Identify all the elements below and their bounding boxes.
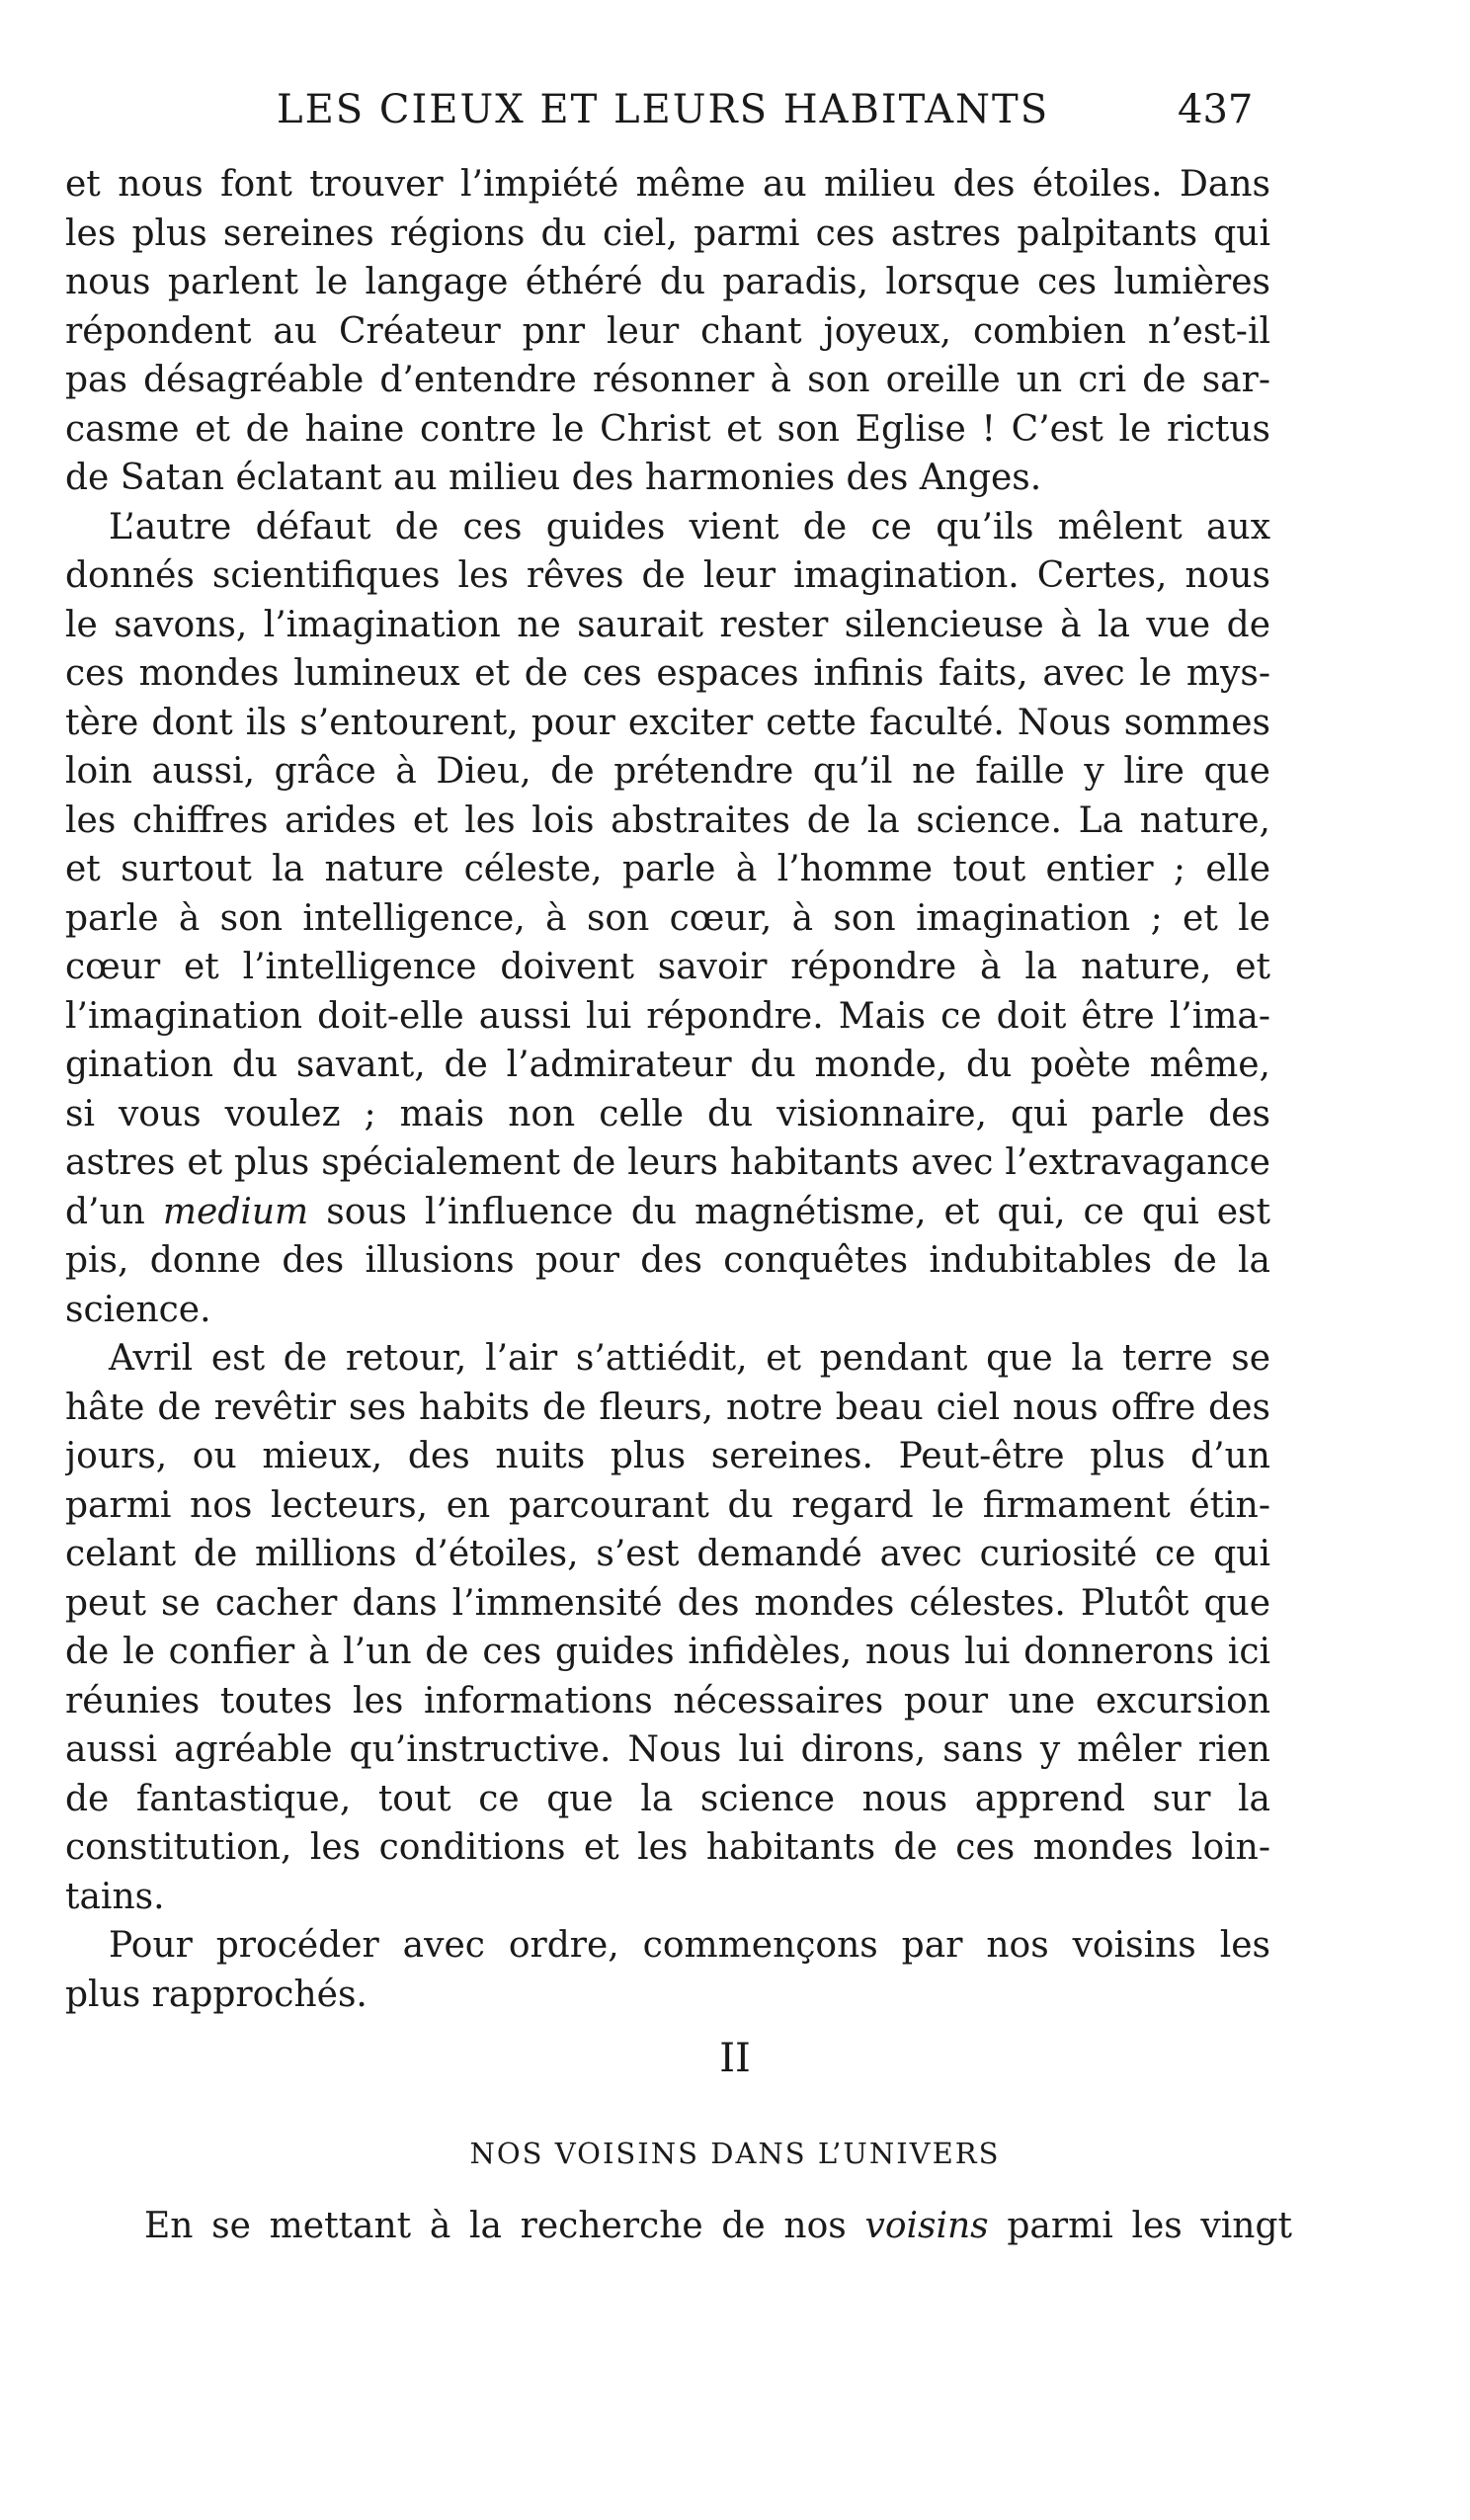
running-title: LES CIEUX ET LEURS HABITANTS	[277, 87, 1050, 132]
section-title: NOS VOISINS DANS L’UNIVERS	[469, 2137, 1001, 2170]
text-line: de le confier à l’un de ces guides infidèles, nous lui donnerons ici	[65, 1632, 1270, 1672]
text-line: de fantastique, tout ce que la science nous apprend sur la	[65, 1778, 1270, 1819]
text-segment: parmi les vingt	[1007, 2206, 1292, 2246]
text-line: si vous voulez ; mais non celle du visionnaire, qui parle des	[65, 1093, 1270, 1134]
section-numeral: II	[719, 2036, 751, 2081]
section-first-line	[144, 2202, 1292, 2251]
text-line: cœur et l’intelligence doivent savoir répondre à la nature, et	[65, 947, 1270, 987]
text-line: de Satan éclatant au milieu des harmonies des Anges.	[65, 458, 1042, 498]
text-line: réunies toutes les informations nécessaires pour une excursion	[65, 1680, 1270, 1722]
text-line: casme et de haine contre le Christ et son Eglise ! C’est le rictus	[65, 408, 1270, 450]
body-text	[65, 160, 1270, 2019]
italic-term: voisins	[864, 2206, 989, 2246]
text-line: hâte de revêtir ses habits de fleurs, notre beau ciel nous offre des	[65, 1386, 1270, 1428]
text-line: pis, donne des illusions pour des conquêtes indubitables de la	[65, 1240, 1270, 1281]
text-line: les chiffres arides et les lois abstraites de la science. La nature,	[65, 799, 1270, 841]
text-line: L’autre défaut de ces guides vient de ce qu’ils mêlent aux	[109, 506, 1270, 547]
text-line: et surtout la nature céleste, parle à l’homme tout entier ; elle	[65, 849, 1270, 889]
text-segment: d’un	[65, 1191, 145, 1232]
text-line: jours, ou mieux, des nuits plus sereines. Peut-être plus d’un	[65, 1436, 1270, 1476]
text-line: loin aussi, grâce à Dieu, de prétendre qu’il ne faille y lire que	[65, 751, 1270, 792]
text-line: pas désagréable d’entendre résonner à son oreille un cri de sar-	[65, 360, 1270, 400]
text-line: parmi nos lecteurs, en parcourant du regard le firmament étin-	[65, 1484, 1270, 1526]
text-line: constitution, les conditions et les habitants de ces mondes loin-	[65, 1827, 1270, 1868]
text-line: tère dont ils s’entourent, pour exciter cette faculté. Nous sommes	[65, 702, 1270, 743]
running-head	[277, 87, 1265, 146]
text-line: le savons, l’imagination ne saurait rester silencieuse à la vue de	[65, 604, 1270, 645]
text-line: tains.	[65, 1876, 165, 1917]
text-line: ces mondes lumineux et de ces espaces infinis faits, avec le mys-	[65, 653, 1270, 694]
text-line: astres et plus spécialement de leurs habitants avec l’extravagance	[65, 1142, 1270, 1183]
text-line: parle à son intelligence, à son cœur, à son imagination ; et le	[65, 897, 1270, 939]
italic-term: medium	[162, 1191, 309, 1232]
text-line: peut se cacher dans l’immensité des mondes célestes. Plutôt que	[65, 1582, 1270, 1624]
text-line: nous parlent le langage éthéré du paradis, lorsque ces lumières	[65, 262, 1270, 302]
text-line: et nous font trouver l’impiété même au milieu des étoiles. Dans	[65, 164, 1270, 205]
text-line-with-italic	[65, 1188, 1270, 1237]
text-line: les plus sereines régions du ciel, parmi ces astres palpitants qui	[65, 212, 1270, 254]
text-line: plus rapprochés.	[65, 1974, 368, 2015]
text-line: l’imagination doit-elle aussi lui répondre. Mais ce doit être l’ima-	[65, 995, 1270, 1037]
text-line: Pour procéder avec ordre, commençons par nos voisins les	[109, 1925, 1270, 1966]
text-line: Avril est de retour, l’air s’attiédit, et pendant que la terre se	[109, 1338, 1270, 1379]
text-line: aussi agréable qu’instructive. Nous lui dirons, sans y mêler rien	[65, 1729, 1270, 1770]
text-segment: sous l’influence du magnétisme, et qui, ce qui est	[326, 1191, 1270, 1232]
text-line: science.	[65, 1289, 211, 1330]
text-line: celant de millions d’étoiles, s’est demandé avec curiosité ce qui	[65, 1534, 1270, 1574]
text-line: répondent au Créateur pnr leur chant joyeux, combien n’est-il	[65, 310, 1270, 352]
text-line: donnés scientifiques les rêves de leur imagination. Certes, nous	[65, 555, 1270, 596]
text-segment: En se mettant à la recherche de nos	[144, 2206, 847, 2246]
text-line: gination du savant, de l’admirateur du monde, du poète même,	[65, 1045, 1270, 1085]
page-number: 437	[1178, 87, 1254, 132]
